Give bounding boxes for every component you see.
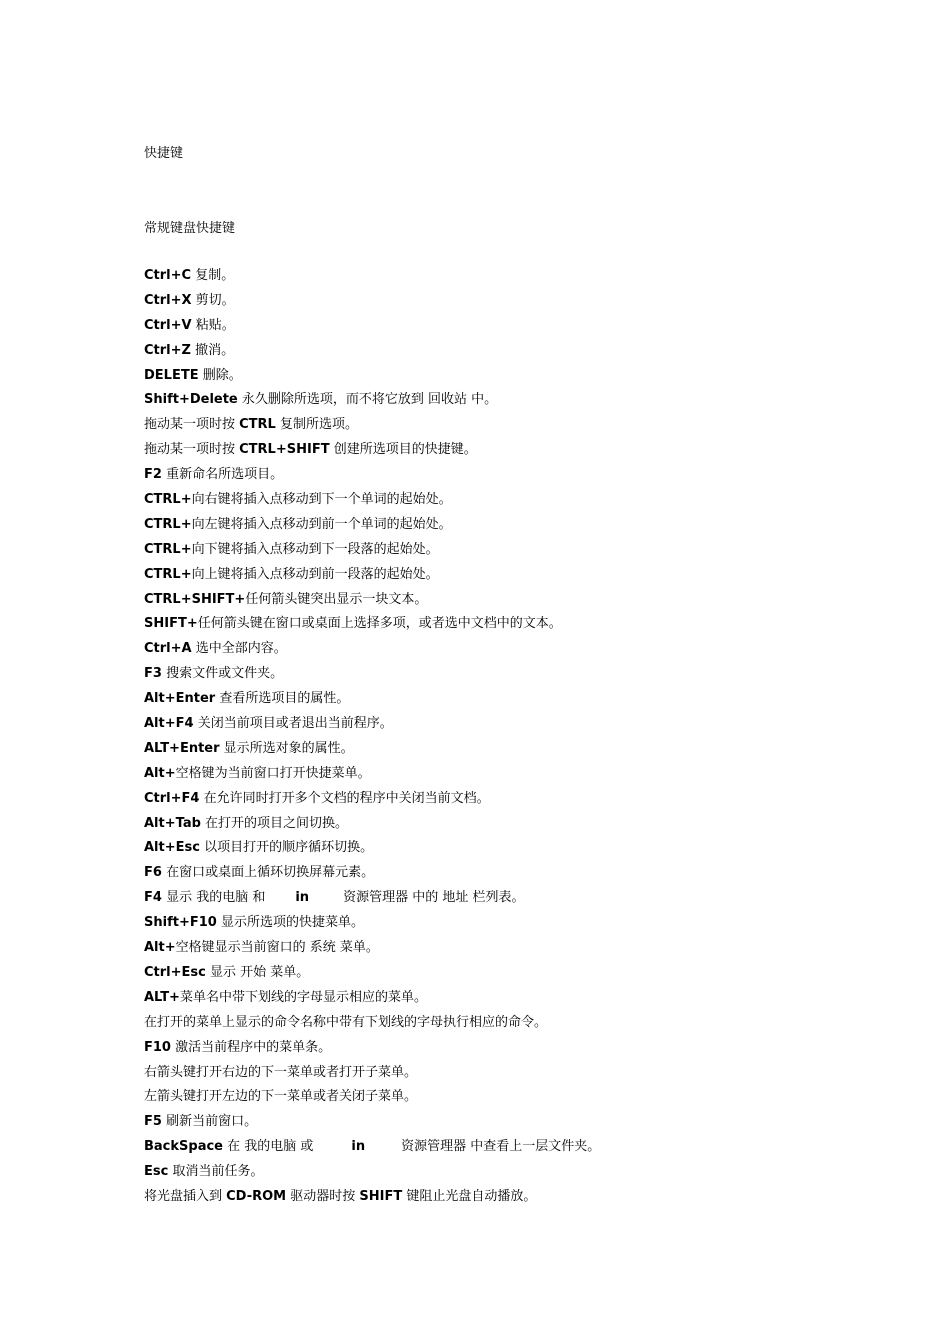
shortcut-row (144, 1087, 600, 1112)
shortcut-row (144, 888, 600, 913)
shortcut-description: 取消当前任务。 (168, 1164, 264, 1180)
shortcut-key: Alt+ (144, 940, 176, 956)
document-title: 快捷键 (144, 146, 184, 161)
shortcut-description: 向下键将插入点移动到下一段落的起始处。 (191, 541, 439, 557)
shortcut-description: 重新命名所选项目。 (161, 467, 284, 483)
shortcut-description: 空格键为当前窗口打开快捷菜单。 (175, 765, 371, 781)
shortcut-prefix: 右箭头键打开右边的下一菜单或者打开子菜单。 (144, 1064, 418, 1080)
shortcut-description: 在 我的电脑 或 (223, 1139, 314, 1155)
shortcut-prefix: 拖动某一项时按 (144, 442, 240, 458)
shortcut-description: 显示所选对象的属性。 (219, 740, 354, 756)
shortcut-key-secondary: in (351, 1139, 366, 1155)
shortcut-row (144, 789, 600, 814)
shortcut-description-secondary: 键阻止光盘自动播放。 (402, 1188, 537, 1204)
shortcut-row (144, 714, 600, 739)
shortcut-row (144, 913, 600, 938)
shortcut-description: 向上键将插入点移动到前一段落的起始处。 (191, 566, 439, 582)
shortcut-description: 粘贴。 (191, 317, 235, 333)
shortcut-key: F10 (144, 1039, 171, 1055)
shortcut-key: CD-ROM (226, 1188, 287, 1204)
section-heading: 常规键盘快捷键 (144, 221, 236, 236)
shortcut-row (144, 1137, 600, 1162)
shortcut-row (144, 540, 600, 565)
shortcut-key: SHIFT+ (144, 616, 198, 632)
shortcut-description: 在窗口或桌面上循环切换屏幕元素。 (161, 865, 375, 881)
shortcut-description: 显示 开始 菜单。 (205, 964, 310, 980)
shortcut-row (144, 614, 600, 639)
shortcut-description: 向左键将插入点移动到前一个单词的起始处。 (191, 516, 452, 532)
shortcut-key: F3 (144, 666, 162, 682)
shortcut-key: CTRL+SHIFT (239, 442, 330, 458)
shortcut-row (144, 988, 600, 1013)
shortcut-row (144, 440, 600, 465)
shortcut-description: 删除。 (198, 367, 242, 383)
shortcut-description: 空格键显示当前窗口的 系统 菜单。 (175, 940, 379, 956)
shortcut-key: Ctrl+Z (144, 342, 191, 358)
shortcut-description-secondary: 资源管理器 中的 地址 栏列表。 (343, 890, 525, 906)
shortcut-key: Alt+ (144, 765, 176, 781)
shortcut-row (144, 938, 600, 963)
shortcut-description: 剪切。 (191, 292, 235, 308)
shortcut-row (144, 515, 600, 540)
shortcut-key: Esc (144, 1164, 169, 1180)
shortcut-row (144, 739, 600, 764)
shortcut-prefix: 在打开的菜单上显示的命令名称中带有下划线的字母执行相应的命令。 (144, 1014, 548, 1030)
shortcut-key: CTRL+ (144, 541, 192, 557)
shortcut-row (144, 1063, 600, 1088)
shortcut-row (144, 291, 600, 316)
shortcut-description: 驱动器时按 (286, 1188, 360, 1204)
shortcut-key: BackSpace (144, 1139, 223, 1155)
shortcut-key: CTRL+ (144, 566, 192, 582)
shortcut-key: Alt+Enter (144, 691, 216, 707)
shortcut-key-secondary: in (295, 890, 310, 906)
shortcut-description: 任何箭头键突出显示一块文本。 (245, 591, 428, 607)
shortcut-key: Alt+Tab (144, 815, 201, 831)
shortcut-key: Ctrl+V (144, 317, 192, 333)
shortcut-row (144, 814, 600, 839)
shortcut-description: 菜单名中带下划线的字母显示相应的菜单。 (179, 989, 427, 1005)
shortcut-description: 查看所选项目的属性。 (215, 691, 350, 707)
shortcut-description: 撤消。 (190, 342, 235, 358)
shortcut-row (144, 764, 600, 789)
shortcut-key: CTRL+ (144, 492, 192, 508)
shortcut-prefix: 左箭头键打开左边的下一菜单或者关闭子菜单。 (144, 1089, 418, 1105)
shortcut-row (144, 639, 600, 664)
shortcut-prefix: 将光盘插入到 (144, 1188, 227, 1204)
shortcut-row (144, 1038, 600, 1063)
shortcut-row (144, 266, 600, 291)
shortcut-row (144, 1187, 600, 1212)
shortcut-row (144, 316, 600, 341)
shortcut-key: Shift+Delete (144, 392, 238, 408)
shortcut-row (144, 565, 600, 590)
shortcut-description-secondary: 资源管理器 中查看上一层文件夹。 (401, 1139, 601, 1155)
shortcut-row (144, 465, 600, 490)
shortcut-row (144, 490, 600, 515)
shortcut-description: 选中全部内容。 (191, 641, 287, 657)
shortcut-row (144, 1162, 600, 1187)
shortcut-description: 显示 我的电脑 和 (161, 890, 266, 906)
shortcut-key: Alt+F4 (144, 716, 194, 732)
shortcut-row (144, 390, 600, 415)
shortcut-prefix: 拖动某一项时按 (144, 417, 240, 433)
shortcut-key: Alt+Esc (144, 840, 200, 856)
shortcut-description: 在允许同时打开多个文档的程序中关闭当前文档。 (199, 790, 490, 806)
shortcut-key: Ctrl+Esc (144, 964, 206, 980)
shortcut-row (144, 1013, 600, 1038)
shortcut-description: 复制所选项。 (275, 417, 358, 433)
shortcut-row (144, 689, 600, 714)
shortcut-row (144, 863, 600, 888)
shortcut-key: DELETE (144, 367, 199, 383)
shortcut-row (144, 963, 600, 988)
shortcut-description: 在打开的项目之间切换。 (200, 815, 349, 831)
shortcut-row (144, 415, 600, 440)
shortcut-key: CTRL+ (144, 516, 192, 532)
shortcut-key: ALT+ (144, 989, 180, 1005)
shortcut-description: 复制。 (191, 268, 235, 283)
shortcut-key: F4 (144, 890, 162, 906)
shortcut-description: 永久删除所选项，而不将它放到 回收站 中。 (237, 392, 498, 408)
shortcut-row (144, 590, 600, 615)
shortcut-row (144, 1112, 600, 1137)
shortcut-description: 搜索文件或文件夹。 (161, 666, 284, 682)
shortcut-key: Ctrl+A (144, 641, 192, 657)
shortcut-key: F5 (144, 1114, 162, 1130)
shortcut-description: 刷新当前窗口。 (161, 1114, 258, 1130)
shortcut-description: 以项目打开的顺序循环切换。 (199, 840, 374, 856)
shortcut-key: Shift+F10 (144, 915, 217, 931)
shortcut-description: 任何箭头键在窗口或桌面上选择多项，或者选中文档中的文本。 (197, 616, 562, 632)
shortcut-key: Ctrl+X (144, 292, 192, 308)
shortcut-key-secondary: SHIFT (359, 1188, 403, 1204)
shortcut-description: 显示所选项的快捷菜单。 (216, 915, 364, 931)
shortcut-key: ALT+Enter (144, 740, 220, 756)
shortcut-key: CTRL (239, 417, 276, 433)
shortcut-row (144, 366, 600, 391)
shortcut-key: F6 (144, 865, 162, 881)
shortcut-key: Ctrl+F4 (144, 790, 200, 806)
shortcut-row (144, 838, 600, 863)
shortcut-key: CTRL+SHIFT+ (144, 591, 246, 607)
shortcut-description: 向右键将插入点移动到下一个单词的起始处。 (191, 492, 452, 508)
shortcut-key: Ctrl+C (144, 268, 192, 283)
shortcut-description: 激活当前程序中的菜单条。 (170, 1039, 332, 1055)
shortcut-key: F2 (144, 467, 162, 483)
shortcut-description: 创建所选项目的快捷键。 (329, 442, 477, 458)
shortcut-list (144, 266, 600, 1212)
shortcut-row (144, 664, 600, 689)
shortcut-description: 关闭当前项目或者退出当前程序。 (193, 716, 393, 732)
shortcut-row (144, 341, 600, 366)
